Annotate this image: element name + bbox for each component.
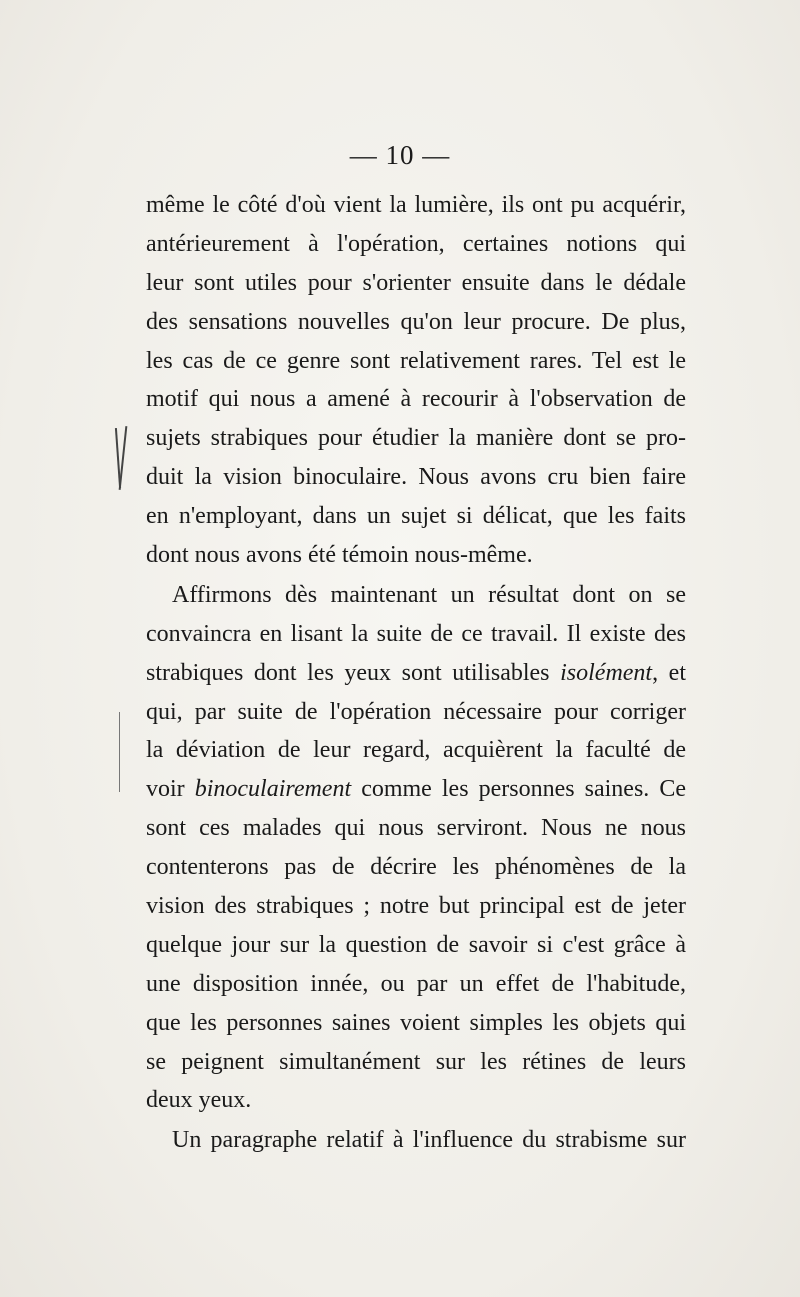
text-line: antérieurement à l'opération, certaines notions qui xyxy=(146,230,686,257)
text-line: deux yeux. xyxy=(146,1087,252,1114)
text-segment: comme les personnes saines. Ce xyxy=(351,776,686,803)
page-number: — 10 — xyxy=(349,140,451,170)
text-line: quelque jour sur la question de savoir si c'est grâce à xyxy=(146,931,686,958)
text-line: sont ces malades qui nous serviront. Nous ne nous xyxy=(146,815,686,842)
italic-word: isolément xyxy=(560,659,653,686)
margin-pencil-mark xyxy=(119,712,120,792)
text-line: duit la vision binoculaire. Nous avons cru bien faire xyxy=(146,464,686,491)
text-segment: voir xyxy=(146,776,195,803)
text-line: les cas de ce genre sont relativement rares. Tel est le xyxy=(146,347,686,374)
body-text xyxy=(146,186,686,1160)
italic-word: binoculairement xyxy=(194,776,352,803)
text-line: Un paragraphe relatif à l'influence du strabisme sur xyxy=(172,1127,686,1154)
text-line: dont nous avons été témoin nous-même. xyxy=(146,542,533,569)
text-line-with-italic xyxy=(146,770,686,809)
text-line: une disposition innée, ou par un effet de l'habitude, xyxy=(146,970,686,997)
text-line: la déviation de leur regard, acquièrent la faculté de xyxy=(146,737,686,764)
text-segment: , et xyxy=(652,659,686,686)
text-line: que les personnes saines voient simples les objets qui xyxy=(146,1009,686,1036)
text-line: qui, par suite de l'opération nécessaire pour corriger xyxy=(146,698,686,725)
margin-pencil-mark xyxy=(119,426,128,490)
text-segment: strabiques dont les yeux sont utilisables xyxy=(146,659,561,686)
text-line: convaincra en lisant la suite de ce travail. Il existe des xyxy=(146,620,686,647)
text-line-with-italic xyxy=(146,654,686,693)
text-line: motif qui nous a amené à recourir à l'observation de xyxy=(146,386,686,413)
text-line: même le côté d'où vient la lumière, ils ont pu acquérir, xyxy=(146,192,686,218)
text-line: contenterons pas de décrire les phénomènes de la xyxy=(146,854,686,881)
text-line: se peignent simultanément sur les rétines de leurs xyxy=(146,1048,686,1075)
text-line: vision des strabiques ; notre but principal est de jeter xyxy=(146,893,686,920)
text-line: Affirmons dès maintenant un résultat dont on se xyxy=(172,581,686,608)
text-line: leur sont utiles pour s'orienter ensuite dans le dédale xyxy=(146,269,686,296)
text-line: en n'employant, dans un sujet si délicat, que les faits xyxy=(146,503,686,530)
text-line: sujets strabiques pour étudier la manière dont se pro- xyxy=(146,425,686,452)
text-line: des sensations nouvelles qu'on leur procure. De plus, xyxy=(146,308,686,335)
